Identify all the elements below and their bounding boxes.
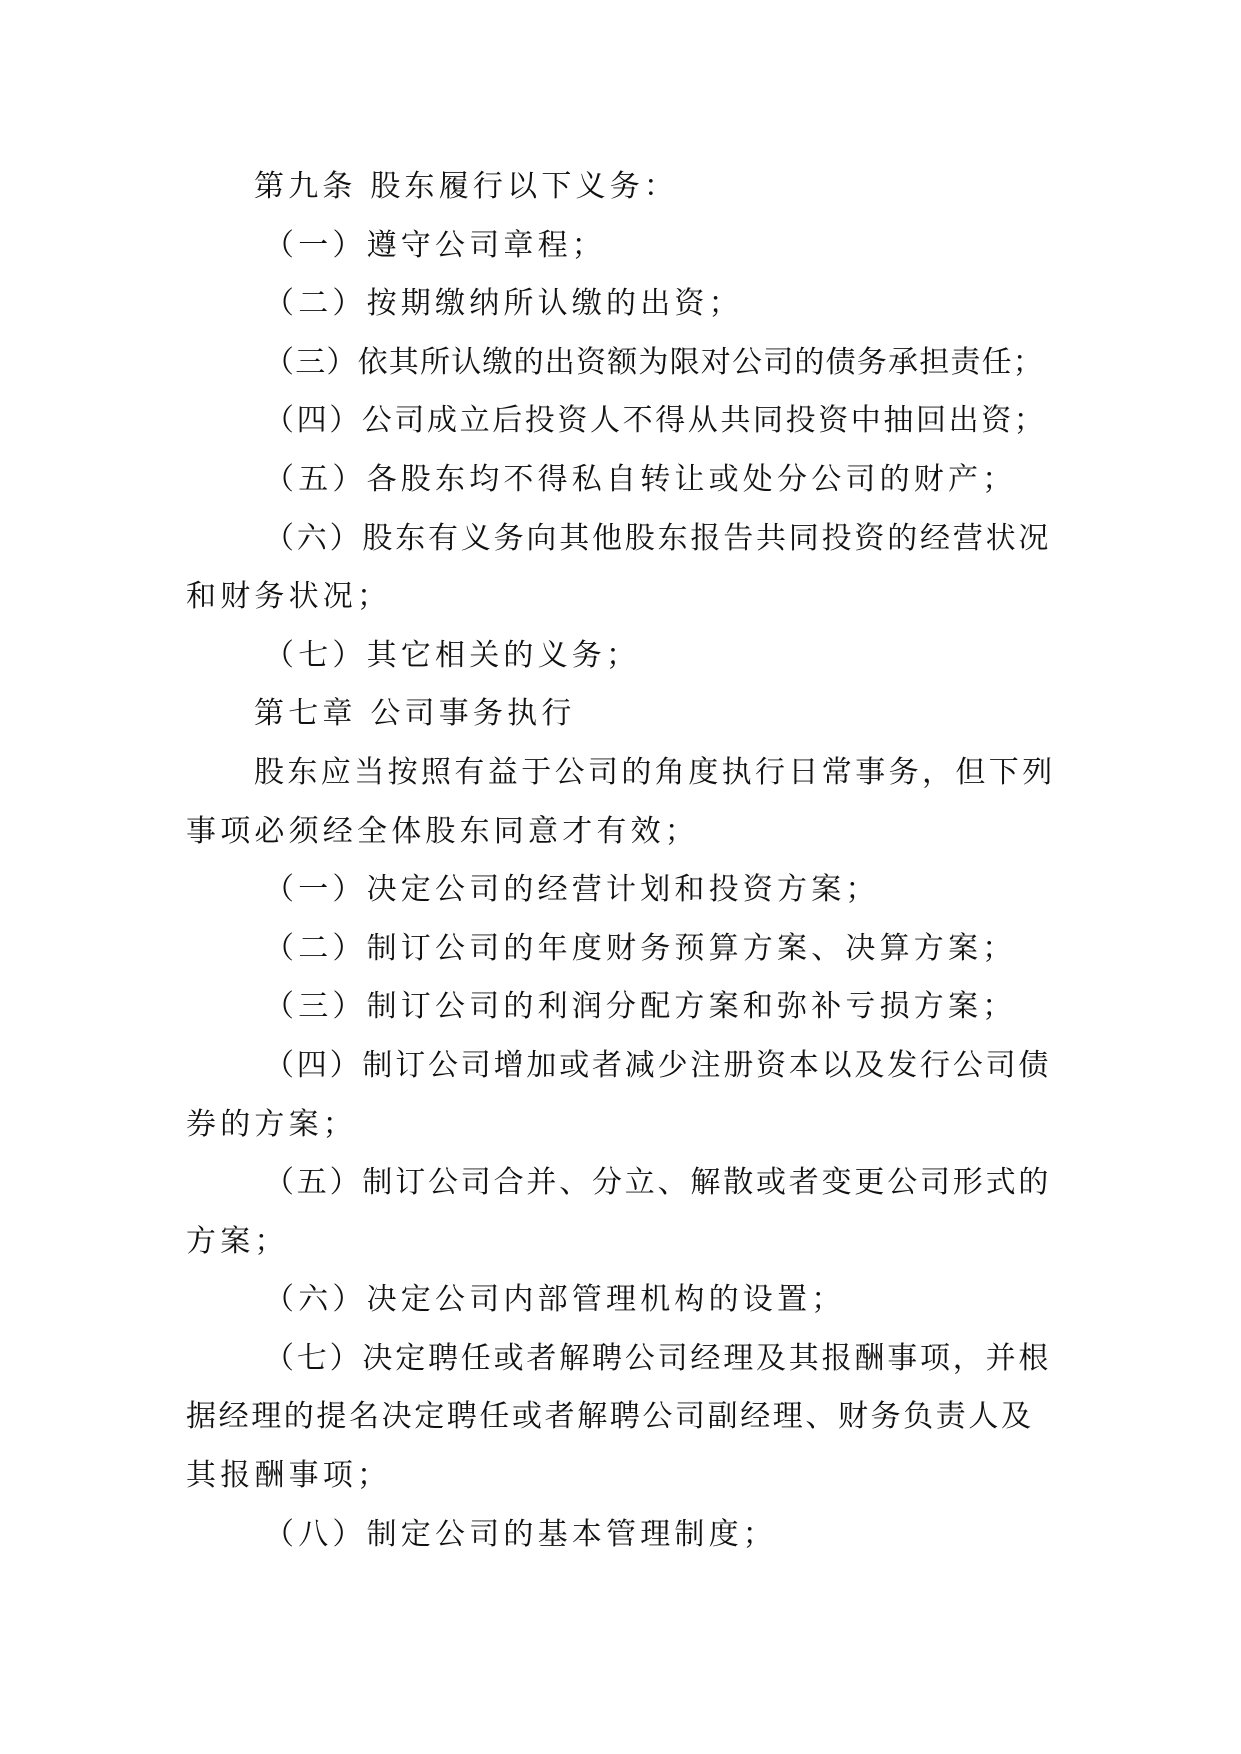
- chapter-7-intro-line-2: 事项必须经全体股东同意才有效；: [186, 813, 699, 849]
- obligation-item-4: （四）公司成立后投资人不得从共同投资中抽回出资；: [264, 403, 1047, 439]
- matter-item-2: （二）制订公司的年度财务预算方案、决算方案；: [264, 930, 1017, 966]
- matter-item-8: （八）制定公司的基本管理制度；: [264, 1516, 777, 1552]
- obligation-item-7: （七）其它相关的义务；: [264, 637, 641, 673]
- chapter-7-intro-line-1: 股东应当按照有益于公司的角度执行日常事务，但下列: [254, 754, 1056, 790]
- obligation-item-1: （一）遵守公司章程；: [264, 227, 606, 263]
- matter-item-7-line-2: 据经理的提名决定聘任或者解聘公司副经理、财务负责人及: [186, 1399, 1034, 1435]
- matter-item-5-line-1: （五）制订公司合并、分立、解散或者变更公司形式的: [264, 1165, 1052, 1201]
- obligation-item-6-line-1: （六）股东有义务向其他股东报告共同投资的经营状况: [264, 520, 1052, 556]
- chapter-7-heading: 第七章 公司事务执行: [254, 696, 576, 732]
- matter-item-5-line-2: 方案；: [186, 1223, 289, 1259]
- matter-item-6: （六）决定公司内部管理机构的设置；: [264, 1282, 846, 1318]
- matter-item-1: （一）决定公司的经营计划和投资方案；: [264, 872, 880, 908]
- matter-item-7-line-3: 其报酬事项；: [186, 1458, 392, 1494]
- matter-item-7-line-1: （七）决定聘任或者解聘公司经理及其报酬事项，并根: [264, 1340, 1052, 1376]
- matter-item-4-line-2: 券的方案；: [186, 1106, 357, 1142]
- article-9-heading: 第九条 股东履行以下义务：: [254, 169, 679, 204]
- obligation-item-3: （三）依其所认缴的出资额为限对公司的债务承担责任；: [264, 344, 1044, 380]
- obligation-item-6-line-2: 和财务状况；: [186, 579, 392, 615]
- matter-item-4-line-1: （四）制订公司增加或者减少注册资本以及发行公司债: [264, 1047, 1052, 1083]
- obligation-item-2: （二）按期缴纳所认缴的出资；: [264, 286, 743, 322]
- obligation-item-5: （五）各股东均不得私自转让或处分公司的财产；: [264, 461, 1017, 497]
- document-body: [186, 158, 1056, 1564]
- matter-item-3: （三）制订公司的利润分配方案和弥补亏损方案；: [264, 989, 1017, 1025]
